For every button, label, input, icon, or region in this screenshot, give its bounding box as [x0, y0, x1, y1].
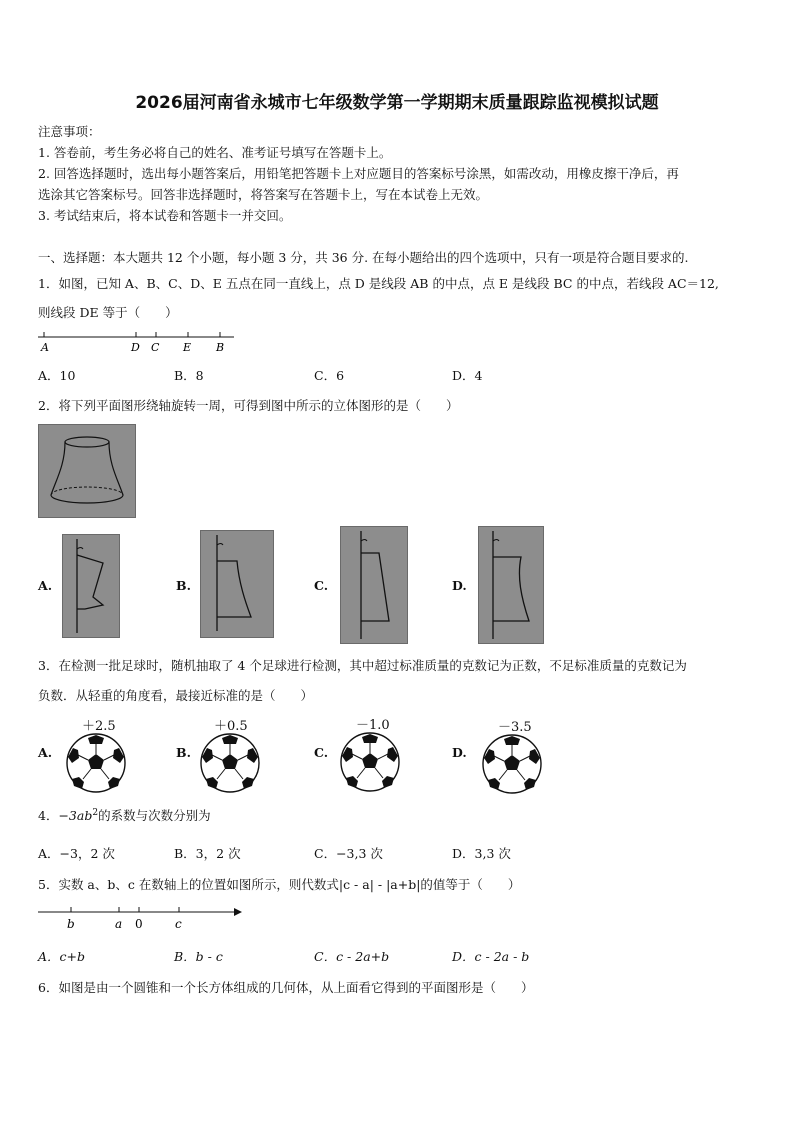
q1-option-c[interactable]: C．6: [314, 368, 345, 383]
q4-option-b[interactable]: B．3，2 次: [174, 846, 241, 861]
notice-item-1: 1. 答卷前，考生务必将自己的姓名、准考证号填写在答题卡上。: [38, 145, 392, 160]
notice-item-2-cont: 选涂其它答案标号。回答非选择题时，将答案写在答题卡上，写在本试卷上无效。: [38, 187, 489, 202]
question-1-text: 1．如图，已知 A、B、C、D、E 五点在同一直线上，点 D 是线段 AB 的中点，点 E 是线段 BC 的中点，若线段 AC＝12,: [38, 276, 719, 291]
question-4-text: [38, 806, 211, 824]
question-6-text: 6．如图是由一个圆锥和一个长方体组成的几何体，从上面看它得到的平面图形是（ ）: [38, 980, 534, 995]
question-3-text: 3．在检测一批足球时，随机抽取了 4 个足球进行检测，其中超过标准质量的克数记为正数，不足标准质量的克数记为: [38, 658, 687, 673]
q3-option-a[interactable]: A.: [38, 745, 53, 760]
q3-option-d[interactable]: D.: [452, 745, 467, 760]
q2-option-d[interactable]: D.: [452, 578, 467, 593]
q3-value-a: ＋2.5: [82, 719, 116, 734]
q4-option-c[interactable]: C．−3,3 次: [314, 846, 383, 861]
q2-option-b[interactable]: B.: [176, 578, 191, 593]
soccer-ball-icon: [482, 734, 542, 794]
question-5-text: 5．实数 a、b、c 在数轴上的位置如图所示，则代数式|c - a| - |a+b|的值等于（ ）: [38, 877, 521, 892]
q4-option-d[interactable]: D．3,3 次: [452, 846, 511, 861]
section-heading: 一、选择题：本大题共 12 个小题，每小题 3 分，共 36 分. 在每小题给出的四个选项中，只有一项是符合题目要求的.: [38, 250, 689, 265]
notice-item-3: 3. 考试结束后，将本试卷和答题卡一并交回。: [38, 208, 292, 223]
q4-suffix: 的系数与次数分别为: [98, 808, 211, 823]
point-label-e: E: [183, 341, 192, 354]
solid-figure-photo: [38, 424, 136, 518]
point-label-zero: 0: [135, 917, 143, 931]
arrow-right-icon: [234, 908, 242, 916]
point-label-c: C: [151, 341, 160, 354]
q3-option-b[interactable]: B.: [176, 745, 191, 760]
point-label-b: b: [67, 917, 75, 931]
q2-figure-c: [340, 526, 408, 644]
q4-expression: −3ab: [58, 808, 93, 823]
question-1-text-cont: 则线段 DE 等于（ ）: [38, 305, 178, 320]
soccer-ball-icon: [340, 732, 400, 792]
q2-figure-d: [478, 526, 544, 644]
q5-number-line: [38, 904, 248, 934]
q2-option-c[interactable]: C.: [314, 578, 329, 593]
q4-option-a[interactable]: A．−3，2 次: [38, 846, 115, 861]
question-2-text: 2．将下列平面图形绕轴旋转一周，可得到图中所示的立体图形的是（ ）: [38, 398, 459, 413]
q3-option-c[interactable]: C.: [314, 745, 329, 760]
page-title: 2026届河南省永城市七年级数学第一学期期末质量跟踪监视模拟试题: [135, 93, 659, 113]
point-label-a: A: [41, 341, 49, 354]
q4-prefix: 4．: [38, 808, 59, 823]
q5-option-c[interactable]: C．c - 2a+b: [314, 949, 390, 964]
q2-option-a[interactable]: A.: [38, 578, 53, 593]
q3-value-c: －1.0: [356, 718, 390, 733]
question-3-text-cont: 负数．从轻重的角度看，最接近标准的是（ ）: [38, 688, 314, 703]
soccer-ball-icon: [200, 733, 260, 793]
notice-item-2: 2. 回答选择题时，选出每小题答案后，用铅笔把答题卡上对应题目的答案标号涂黑，如需改动，用橡皮擦干净后，再: [38, 166, 679, 181]
q3-value-d: －3.5: [498, 720, 532, 735]
q3-value-b: ＋0.5: [214, 719, 248, 734]
q5-option-a[interactable]: A．c+b: [38, 949, 86, 964]
notice-heading: 注意事项：: [38, 124, 101, 139]
q1-option-a[interactable]: A．10: [38, 368, 76, 383]
q2-figure-a: [62, 534, 120, 638]
point-label-a: a: [115, 917, 123, 931]
q5-option-b[interactable]: B．b - c: [174, 949, 223, 964]
q1-option-d[interactable]: D．4: [452, 368, 483, 383]
point-label-d: D: [131, 341, 140, 354]
point-label-c: c: [175, 917, 182, 931]
point-label-b: B: [216, 341, 225, 354]
soccer-ball-icon: [66, 733, 126, 793]
q4-exponent: 2: [92, 807, 99, 818]
q2-figure-b: [200, 530, 274, 638]
q5-option-d[interactable]: D．c - 2a - b: [452, 949, 530, 964]
q1-segment-diagram: [38, 328, 238, 356]
q1-option-b[interactable]: B．8: [174, 368, 204, 383]
